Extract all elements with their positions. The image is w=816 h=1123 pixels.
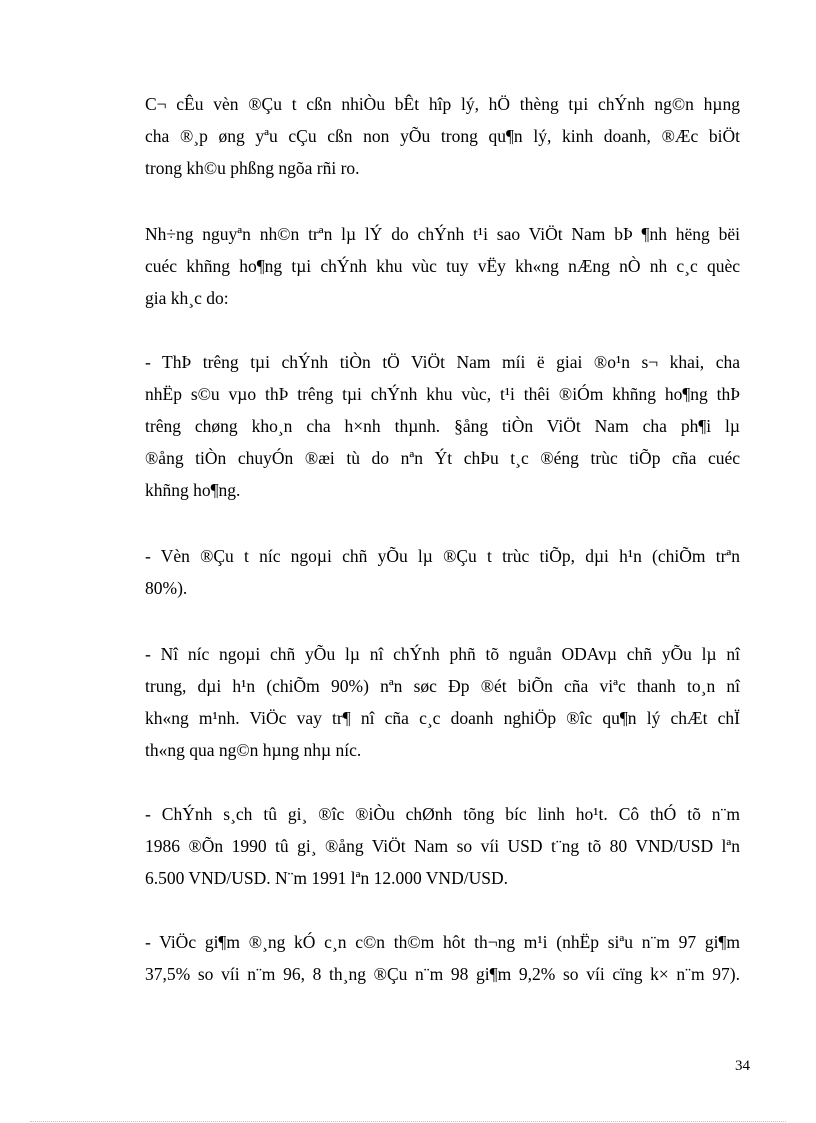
paragraph-line: th«ng qua ng©n hµng nhµ níc.: [145, 740, 362, 760]
paragraph-1: [145, 88, 740, 184]
paragraph-4: [145, 540, 740, 604]
paragraph-line: Nh÷ng nguyªn nh©n trªn lµ lÝ do chÝnh t¹i sao ViÖt Nam bÞ ¶nh hëng bëi: [145, 224, 740, 244]
paragraph-line: 37,5% so víi n¨m 96, 8 th¸ng ®Çu n¨m 98 gi¶m 9,2% so víi cïng k× n¨m 97).: [145, 964, 740, 984]
paragraph-line: - Nî níc ngoµi chñ yÕu lµ nî chÝnh phñ tõ nguån ODAvµ chñ yÕu lµ nî: [145, 644, 740, 664]
paragraph-line: trung, dµi h¹n (chiÕm 90%) nªn søc Ðp ®ét biÕn cña viªc thanh to¸n nî: [145, 676, 740, 696]
paragraph-line: 80%).: [145, 578, 188, 598]
paragraph-line: - ViÖc gi¶m ®¸ng kÓ c¸n c©n th©m hôt th¬ng m¹i (nhËp siªu n¨m 97 gi¶m: [145, 932, 740, 952]
paragraph-line: nhËp s©u vµo thÞ trêng tµi chÝnh khu vùc, t¹i thêi ®iÓm khñng ho¶ng thÞ: [145, 384, 740, 404]
paragraph-line: gia kh¸c do:: [145, 288, 229, 308]
paragraph-line: 1986 ®Õn 1990 tû gi¸ ®ång ViÖt Nam so víi USD t¨ng tõ 80 VND/USD lªn: [145, 836, 740, 856]
paragraph-line: cha ®¸p øng yªu cÇu cßn non yÕu trong qu¶n lý, kinh doanh, ®Æc biÖt: [145, 126, 740, 146]
paragraph-7: [145, 926, 740, 990]
paragraph-3: [145, 346, 740, 506]
paragraph-6: [145, 798, 740, 894]
paragraph-line: trong kh©u phßng ngõa rñi ro.: [145, 158, 360, 178]
paragraph-line: - ThÞ trêng tµi chÝnh tiÒn tÖ ViÖt Nam míi ë giai ®o¹n s¬ khai, cha: [145, 352, 740, 372]
paragraph-line: ®ång tiÒn chuyÓn ®æi tù do nªn Ýt chÞu t¸c ®éng trùc tiÕp cña cuéc: [145, 448, 740, 468]
page-number: 34: [735, 1058, 750, 1074]
paragraph-line: khñng ho¶ng.: [145, 480, 241, 500]
paragraph-line: 6.500 VND/USD. N¨m 1991 lªn 12.000 VND/USD.: [145, 868, 508, 888]
paragraph-5: [145, 638, 740, 766]
paragraph-line: trêng chøng kho¸n cha h×nh thµnh. §ång tiÒn ViÖt Nam cha ph¶i lµ: [145, 416, 740, 436]
paragraph-line: - ChÝnh s¸ch tû gi¸ ®îc ®iÒu chØnh tõng bíc linh ho¹t. Cô thÓ tõ n¨m: [145, 804, 740, 824]
paragraph-line: C¬ cÊu vèn ®Çu t cßn nhiÒu bÊt hîp lý, hÖ thèng tµi chÝnh ng©n hµng: [145, 94, 740, 114]
footer-divider: [30, 1121, 786, 1122]
paragraph-2: [145, 218, 740, 314]
paragraph-line: - Vèn ®Çu t níc ngoµi chñ yÕu lµ ®Çu t trùc tiÕp, dµi h¹n (chiÕm trªn: [145, 546, 740, 566]
paragraph-line: kh«ng m¹nh. ViÖc vay tr¶ nî cña c¸c doanh nghiÖp ®îc qu¶n lý chÆt chÏ: [145, 708, 740, 728]
paragraph-line: cuéc khñng ho¶ng tµi chÝnh khu vùc tuy vËy kh«ng nÆng nÒ nh c¸c quèc: [145, 256, 740, 276]
